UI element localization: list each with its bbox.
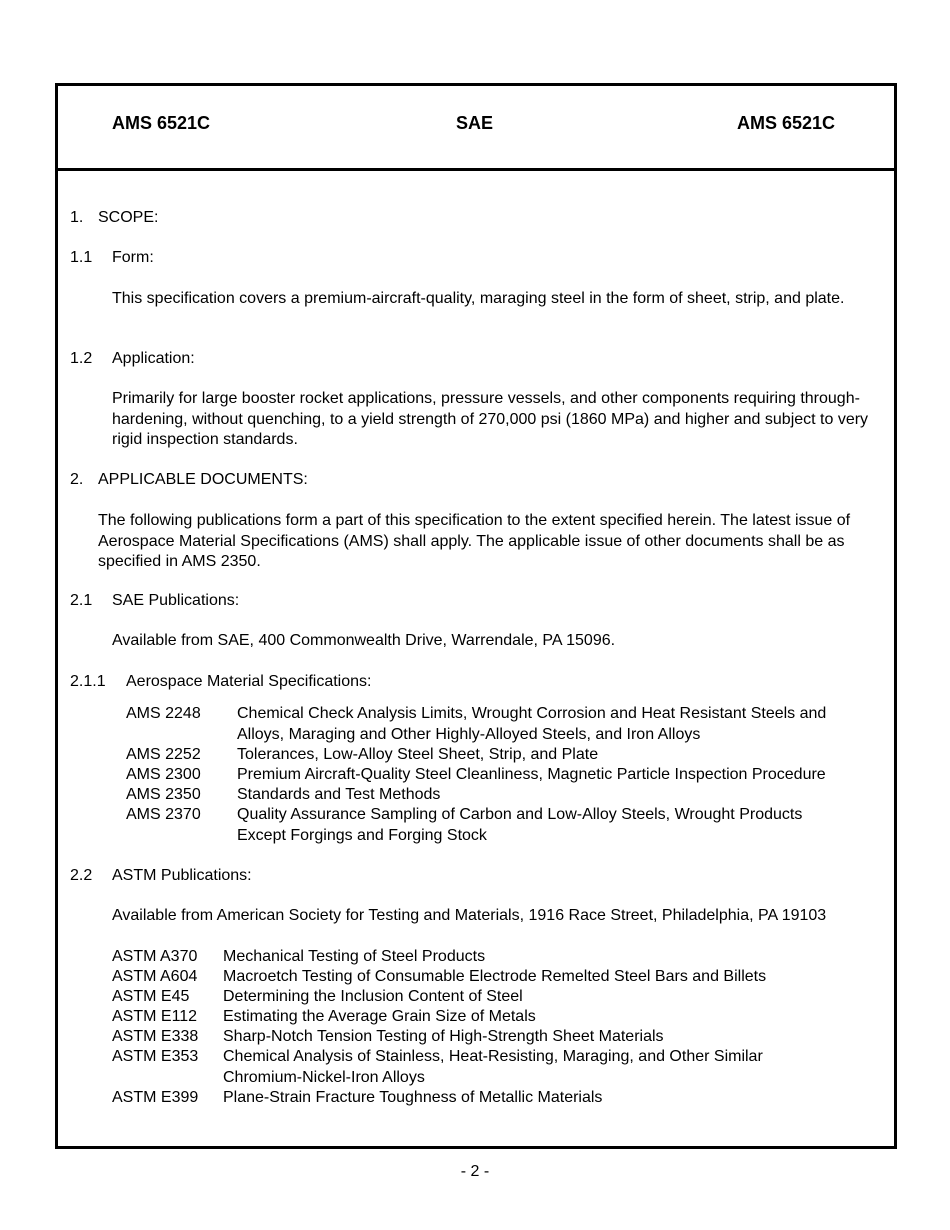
header-doc-id-right: AMS 6521C: [737, 113, 836, 133]
section-heading: ASTM Publications:: [112, 867, 252, 884]
doc-title: Chemical Analysis of Stainless, Heat-Resisting, Maraging, and Other Similar Chromium-Nickel-Iron Alloys: [223, 1048, 763, 1086]
doc-code: ASTM E353: [112, 1048, 199, 1065]
doc-title: Estimating the Average Grain Size of Metals: [223, 1008, 536, 1025]
section-number: 2.1.1: [70, 673, 106, 690]
section-number: 1.: [70, 209, 84, 226]
section-number: 1.2: [70, 350, 93, 367]
doc-code: ASTM E112: [112, 1008, 198, 1025]
document-header: [58, 86, 894, 171]
section-heading: SCOPE:: [98, 209, 159, 226]
doc-code: AMS 2370: [126, 806, 201, 823]
doc-title: Tolerances, Low-Alloy Steel Sheet, Strip, and Plate: [237, 746, 599, 763]
section-heading: SAE Publications:: [112, 592, 240, 609]
doc-title: Determining the Inclusion Content of Steel: [223, 988, 523, 1005]
doc-code: AMS 2252: [126, 746, 201, 763]
header-publisher: SAE: [456, 113, 494, 133]
doc-code: ASTM E338: [112, 1028, 199, 1045]
section-heading: Aerospace Material Specifications:: [126, 673, 372, 690]
section-number: 2.1: [70, 592, 93, 609]
doc-title: Sharp-Notch Tension Testing of High-Strength Sheet Materials: [223, 1028, 664, 1045]
section-body: Primarily for large booster rocket applications, pressure vessels, and other components requiring through-hardening, without quenching, to a yield strength of 270,000 psi (1860 MPa) and higher and subject to very rigid inspection standards.: [112, 390, 869, 448]
page-number: - 2 -: [460, 1163, 490, 1180]
section-body: Available from SAE, 400 Commonwealth Drive, Warrendale, PA 15096.: [112, 632, 616, 649]
doc-code: ASTM A604: [112, 968, 198, 985]
doc-title: Mechanical Testing of Steel Products: [223, 948, 486, 965]
section-heading: Application:: [112, 350, 195, 367]
section-number: 2.: [70, 471, 84, 488]
header-doc-id-left: AMS 6521C: [112, 113, 211, 133]
doc-title: Premium Aircraft-Quality Steel Cleanliness, Magnetic Particle Inspection Procedure: [237, 766, 826, 783]
section-heading: APPLICABLE DOCUMENTS:: [98, 471, 308, 488]
doc-code: ASTM E45: [112, 988, 190, 1005]
section-body: Available from American Society for Testing and Materials, 1916 Race Street, Philadelphia, PA 19103: [112, 907, 827, 924]
doc-code: ASTM A370: [112, 948, 198, 965]
doc-title: Quality Assurance Sampling of Carbon and Low-Alloy Steels, Wrought Products Except Forgings and Forging Stock: [237, 806, 803, 844]
doc-code: ASTM E399: [112, 1089, 199, 1106]
doc-code: AMS 2300: [126, 766, 201, 783]
section-body: The following publications form a part of this specification to the extent specified herein. The latest issue of Aerospace Material Specifications (AMS) shall apply. The applicable issue of other documents shall be as specified in AMS 2350.: [98, 512, 851, 570]
section-number: 2.2: [70, 867, 93, 884]
section-heading: Form:: [112, 249, 154, 266]
doc-code: AMS 2350: [126, 786, 201, 803]
doc-title: Chemical Check Analysis Limits, Wrought Corrosion and Heat Resistant Steels and Alloys, Maraging and Other Highly-Alloyed Steels, and Iron Alloys: [237, 705, 827, 743]
section-body: This specification covers a premium-aircraft-quality, maraging steel in the form of sheet, strip, and plate.: [112, 290, 845, 307]
doc-title: Plane-Strain Fracture Toughness of Metallic Materials: [223, 1089, 603, 1106]
section-number: 1.1: [70, 249, 93, 266]
doc-code: AMS 2248: [126, 705, 201, 722]
doc-title: Standards and Test Methods: [237, 786, 441, 803]
doc-title: Macroetch Testing of Consumable Electrode Remelted Steel Bars and Billets: [223, 968, 767, 985]
